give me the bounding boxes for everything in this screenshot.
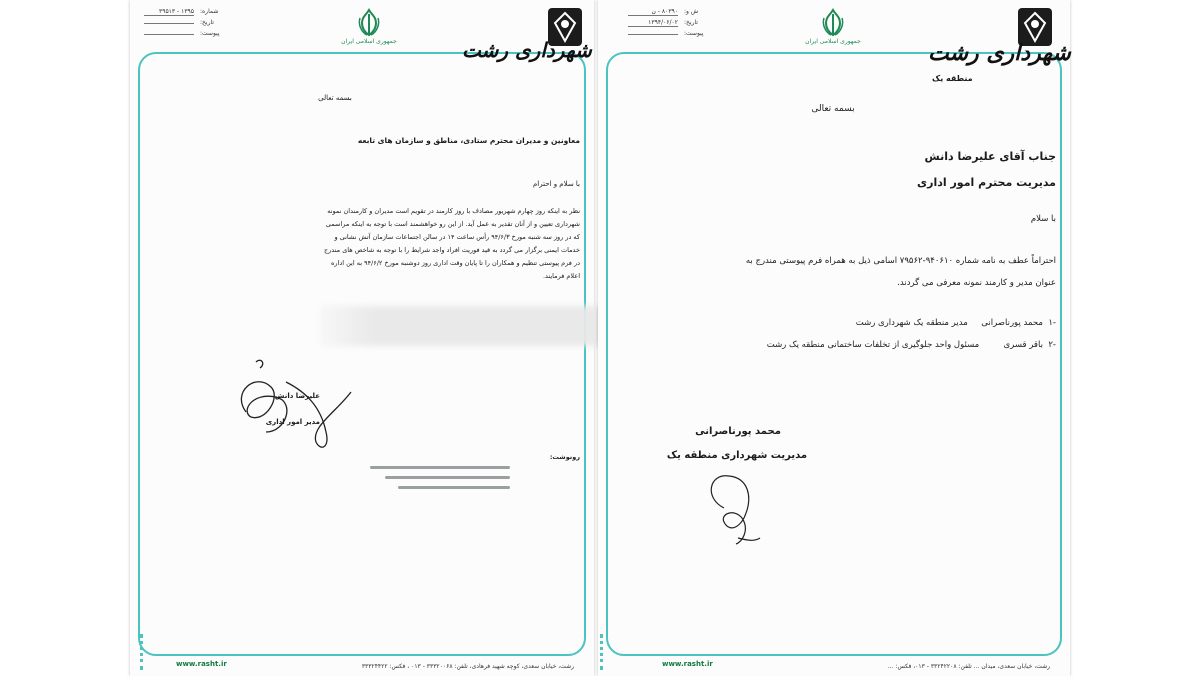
body-line: احتراماً عطف به نامه شماره ۹۴۰۶۱۰-۷۹۵۶۲ اسامی ذیل به همراه فرم پیوستی مندرج به: [745, 256, 1056, 266]
letter-body: [146, 205, 580, 283]
body-line: عنوان مدیر و کارمند نمونه معرفی می گردند.: [897, 278, 1056, 288]
website-link[interactable]: www.rasht.ir: [662, 660, 713, 668]
signer-name: محمد پورناصرانی: [695, 426, 781, 437]
district-name: منطقه یک: [932, 74, 973, 83]
body-line: خدمات ایمنی برگزار می گردد به قید فوریت افراد واجد شرایط را با توجه به شاخص های مندرج: [323, 246, 580, 254]
municipality-name: شهرداری رشت: [928, 40, 1071, 66]
iran-emblem-icon: [356, 8, 382, 38]
signer-title: مدیر امور اداری: [265, 418, 320, 426]
cc-heading: رونوشت:: [549, 453, 580, 461]
iran-emblem-icon: [820, 8, 846, 38]
recipient-title: مدیریت محترم امور اداری: [917, 176, 1056, 189]
corner-ornament: [140, 634, 153, 670]
emblem-label: جمهوری اسلامی ایران: [805, 38, 861, 45]
recipient-name: جناب آقای علیرضا دانش: [924, 150, 1056, 163]
footer-address: رشت، خیابان سعدی، کوچه شهید فرهادی، تلفن: ۳۳۳۲۰۰۶۸ - ۰۱۳ ، فکس: ۳۳۳۲۴۴۲۲: [361, 663, 574, 670]
municipality-name: شهرداری رشت: [462, 38, 592, 62]
website-link[interactable]: www.rasht.ir: [176, 660, 227, 668]
list-item: -۲ باقر قسری مسئول واحد جلوگیری از تخلفات ساختمانی منطقه یک رشت: [766, 340, 1056, 350]
invocation: بسمه تعالی: [318, 94, 352, 102]
signer-title: مدیریت شهرداری منطقه یک: [666, 450, 808, 461]
greeting: با سلام: [1030, 214, 1056, 224]
cc-line: [398, 486, 510, 489]
letter-date: تاریخ:۱۳۹۴/۰۶/۰۲: [628, 19, 698, 27]
emblem-label: جمهوری اسلامی ایران: [341, 38, 397, 45]
handwritten-signature: [694, 468, 774, 552]
letter-number: ش و:۸۰۳۹۰ - ن: [628, 8, 698, 16]
cc-line: [370, 466, 510, 469]
footer-address: رشت، خیابان سعدی، میدان ... تلفن: ۳۳۲۴۲۲۰۸ - ۰۱۳، فکس: ...: [887, 663, 1050, 670]
right-letter: [598, 0, 1070, 676]
handwritten-signature: [226, 352, 366, 462]
letter-border: [606, 52, 1062, 656]
body-line: که در روز سه شنبه مورخ ۹۴/۶/۳ رأس ساعت ۱۴ در سالن اجتماعات سازمان آتش نشانی و: [334, 233, 580, 241]
recipient: معاونین و مدیران محترم ستادی، مناطق و سازمان های تابعه: [357, 136, 580, 145]
corner-ornament: [600, 634, 613, 670]
letter-attachment: پیوست:: [628, 30, 704, 37]
list-item: -۱ محمد پورناصرانی مدیر منطقه یک شهرداری رشت: [855, 318, 1056, 328]
letter-attachment: پیوست:: [144, 30, 220, 37]
letter-body: [614, 250, 1056, 294]
body-line: در فرم پیوستی تنظیم و همکاران را تا پایان وقت اداری روز دوشنبه مورخ ۹۴/۶/۲ به این اداره: [330, 259, 580, 267]
body-line: شهرداری تعیین و از آنان تقدیر به عمل آید. از این رو خواهشمند است با توجه به اینکه مراسمی: [325, 220, 580, 228]
body-line: نظر به اینکه روز چهارم شهریور مصادف با روز کارمند در تقویم است مدیران و کارمندان نمونه: [327, 207, 580, 215]
greeting: با سلام و احترام: [532, 180, 580, 188]
signer-name: علیرضا دانش: [274, 392, 320, 400]
body-line: اعلام فرمایند.: [542, 272, 580, 280]
letter-date: تاریخ:: [144, 19, 214, 26]
invocation: بسمه تعالی: [811, 104, 855, 114]
letter-number: شماره:۱۳۹۵ - ۳۹۵۱۳: [144, 8, 218, 16]
cc-line: [385, 476, 510, 479]
